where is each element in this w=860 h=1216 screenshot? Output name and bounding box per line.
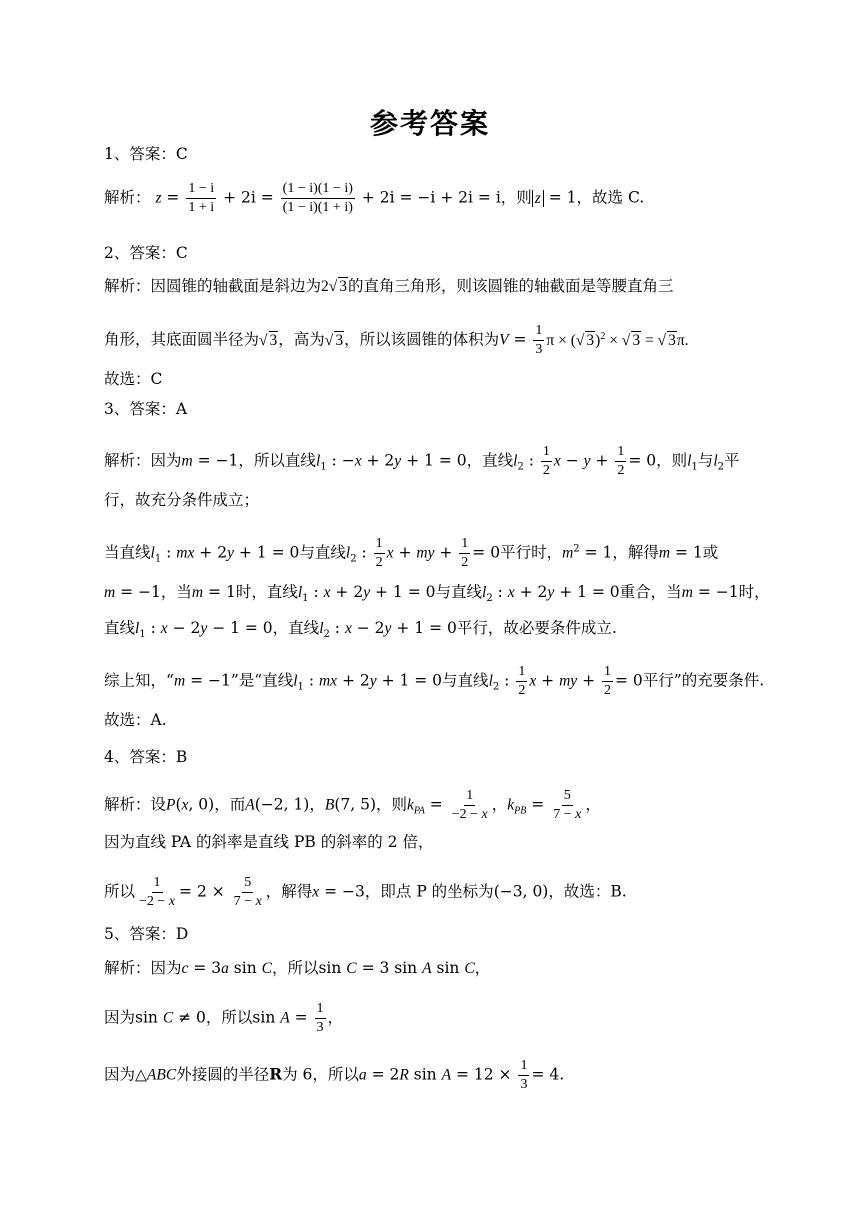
q4-analysis-line2: 因为直线 PA 的斜率是直线 PB 的斜率的 2 倍，	[104, 833, 434, 851]
q3-analysis-line4: m = −1，当m = 1时，直线$l_1$ : x + 2y + 1 = 0与直线$l_2$ : x + 2y + 1 = 0重合，当m = −1时，	[104, 583, 770, 605]
q2-answer: 2、答案：C	[104, 244, 188, 262]
q1-analysis: 解析： z = $\frac{1 - i}{1 + i}$ + 2i = $\frac{(1 - i)(1 - i)}{(1 - i)(1 + i)}$ + 2i = −i + 2i = i，则 z = 1，故选 C.	[104, 181, 645, 215]
page-title: 参考答案	[369, 107, 490, 140]
q2-analysis-line1: 解析：因圆锥的轴截面是斜边为2√ 3的直角三角形，则该圆锥的轴截面是等腰直角三	[104, 277, 674, 295]
q3-select: 故选：A.	[104, 711, 167, 729]
q3-analysis-line2: 行，故充分条件成立；	[104, 491, 260, 509]
q4-analysis-line1: 解析：设P(x, 0)，而A(−2, 1)，B(7, 5)，则$k_{PA}$ = $\frac{1}{-2 - x}$ ，$k_{PB}$ = $\frac{5}{7 - x}$ ，	[104, 788, 601, 822]
q3-answer: 3、答案：A	[104, 400, 188, 418]
q3-analysis-line6: 综上知，“m = −1”是“直线$l_1$ : mx + 2y + 1 = 0与直线$l_2$ : $\frac{1}{2}$ x + my + $\frac{1}{2}$ = 0平行”的充要条件.	[104, 664, 765, 698]
q3-analysis-line5: 直线$l_1$ : x − 2y − 1 = 0，直线$l_2$ : x − 2y + 1 = 0平行，故必要条件成立.	[104, 619, 617, 641]
q4-analysis-line3: 所以 $\frac{1}{-2 - x}$ = 2 × $\frac{5}{7 - x}$ ，解得x = −3，即点 P 的坐标为(−3, 0)，故选：B.	[104, 875, 627, 909]
q3-analysis-line1: 解析：因为m = −1，所以直线$l_1$ : −x + 2y + 1 = 0，直线$l_2$ : $\frac{1}{2}$ x − y + $\frac{1}{2}$ = 0，则$l_1$与$l_2$平	[104, 444, 740, 478]
q2-select: 故选：C	[104, 370, 163, 388]
q1-answer: 1、答案：C	[104, 145, 188, 163]
q5-answer: 5、答案：D	[104, 925, 189, 943]
q4-answer: 4、答案：B	[104, 748, 188, 766]
q5-analysis-line3: 因为△ABC外接圆的半径R为 6，所以a = 2R sin A = 12 × $\frac{1}{3}$ = 4.	[104, 1058, 565, 1092]
q2-analysis-line2: 角形，其底面圆半径为√ 3，高为√ 3，所以该圆锥的体积为V = $\frac{1}{3}$ π × (√ 3)$^2$ × √ 3 = √ 3π.	[104, 323, 689, 357]
q5-analysis-line1: 解析：因为c = 3a sin C，所以sin C = 3 sin A sin C，	[104, 959, 491, 977]
q3-analysis-line3: 当直线$l_1$ : mx + 2y + 1 = 0与直线$l_2$ : $\frac{1}{2}$ x + my + $\frac{1}{2}$ = 0平行时，$m^2 = 1$，解得m = 1或	[104, 536, 719, 570]
q5-analysis-line2: 因为sin C ≠ 0，所以sin A = $\frac{1}{3}$ ，	[104, 1001, 344, 1035]
